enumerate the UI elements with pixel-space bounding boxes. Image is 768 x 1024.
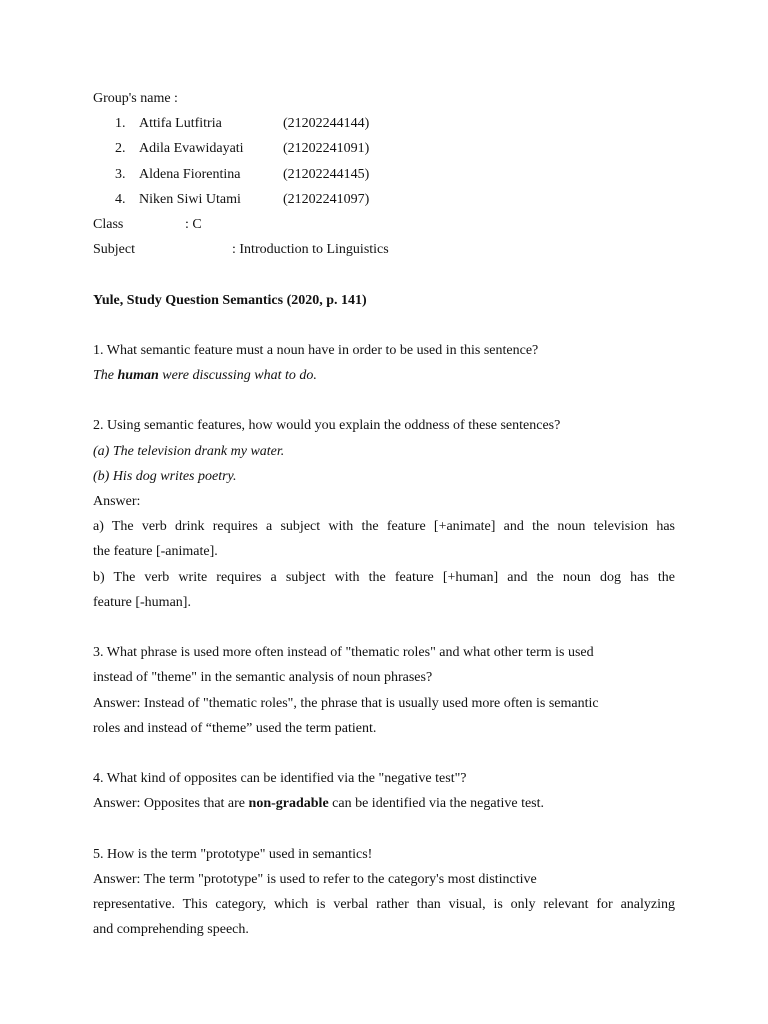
member-student-id: (21202244145) (283, 166, 370, 182)
member-number: 3. (115, 166, 126, 182)
question-3-line: instead of "theme" in the semantic analysis of noun phrases? (93, 670, 433, 686)
answer-4 (93, 791, 675, 816)
question-4: 4. What kind of opposites can be identified via the "negative test"? (93, 771, 467, 787)
answer-emphasis: non-gradable (248, 796, 329, 812)
class-value: : C (185, 216, 202, 232)
example-text: were discussing what to do. (158, 368, 317, 384)
answer-3-line: roles and instead of “theme” used the term patient. (93, 720, 377, 736)
spacer (93, 262, 675, 287)
answer-5-line: Answer: The term "prototype" is used to refer to the category's most distinctive (93, 871, 537, 887)
member-number: 2. (115, 141, 126, 157)
spacer (93, 313, 675, 338)
example-emphasis: human (117, 368, 159, 384)
answer-2b-line: feature [-human]. (93, 594, 191, 610)
answer-text: can be identified via the negative test. (328, 796, 545, 812)
answer-label: Answer: (93, 494, 141, 509)
spacer (93, 741, 675, 766)
question-1-example (93, 363, 675, 388)
subject-field (93, 237, 675, 262)
member-row (93, 187, 675, 212)
subject-label: Subject (93, 242, 135, 258)
spacer (93, 816, 675, 841)
member-student-id: (21202244144) (283, 116, 370, 132)
answer-text: Answer: Opposites that are (93, 796, 249, 812)
member-student-id: (21202241097) (283, 191, 370, 207)
example-text: The (93, 368, 118, 384)
answer-5-line: and comprehending speech. (93, 922, 249, 938)
class-field (93, 212, 675, 237)
group-name-label: Group's name : (93, 91, 178, 106)
member-name: Adila Evawidayati (139, 141, 244, 157)
answer-5-line: representative. This category, which is verbal rather than visual, is only relevant for analyzing (93, 897, 675, 912)
spacer (93, 615, 675, 640)
question-5: 5. How is the term "prototype" used in semantics! (93, 846, 373, 862)
question-2: 2. Using semantic features, how would you explain the oddness of these sentences? (93, 418, 561, 434)
answer-2b-line: b) The verb write requires a subject with the feature [+human] and the noun dog has the (93, 569, 675, 585)
question-3-line: 3. What phrase is used more often instead of "thematic roles" and what other term is used (93, 645, 594, 661)
answer-3-line: Answer: Instead of "thematic roles", the phrase that is usually used more often is semantic (93, 695, 599, 711)
class-label: Class (93, 216, 124, 232)
document-heading: Yule, Study Question Semantics (2020, p. 141) (93, 292, 367, 308)
member-number: 4. (115, 191, 126, 207)
question-1: 1. What semantic feature must a noun have in order to be used in this sentence? (93, 342, 539, 358)
member-student-id: (21202241091) (283, 141, 370, 157)
spacer (93, 388, 675, 413)
member-number: 1. (115, 116, 126, 132)
member-name: Attifa Lutfitria (139, 116, 222, 132)
document-page (93, 86, 675, 942)
member-name: Aldena Fiorentina (139, 166, 241, 182)
member-row (93, 136, 675, 161)
member-row (93, 162, 675, 187)
subject-value: : Introduction to Linguistics (232, 242, 389, 258)
question-2-example-a: (a) The television drank my water. (93, 443, 285, 459)
member-name: Niken Siwi Utami (139, 191, 241, 207)
answer-2a-line: a) The verb drink requires a subject with the feature [+animate] and the noun television has (93, 519, 675, 535)
question-2-example-b: (b) His dog writes poetry. (93, 468, 237, 484)
member-row (93, 111, 675, 136)
answer-2a-line: the feature [-animate]. (93, 544, 218, 560)
